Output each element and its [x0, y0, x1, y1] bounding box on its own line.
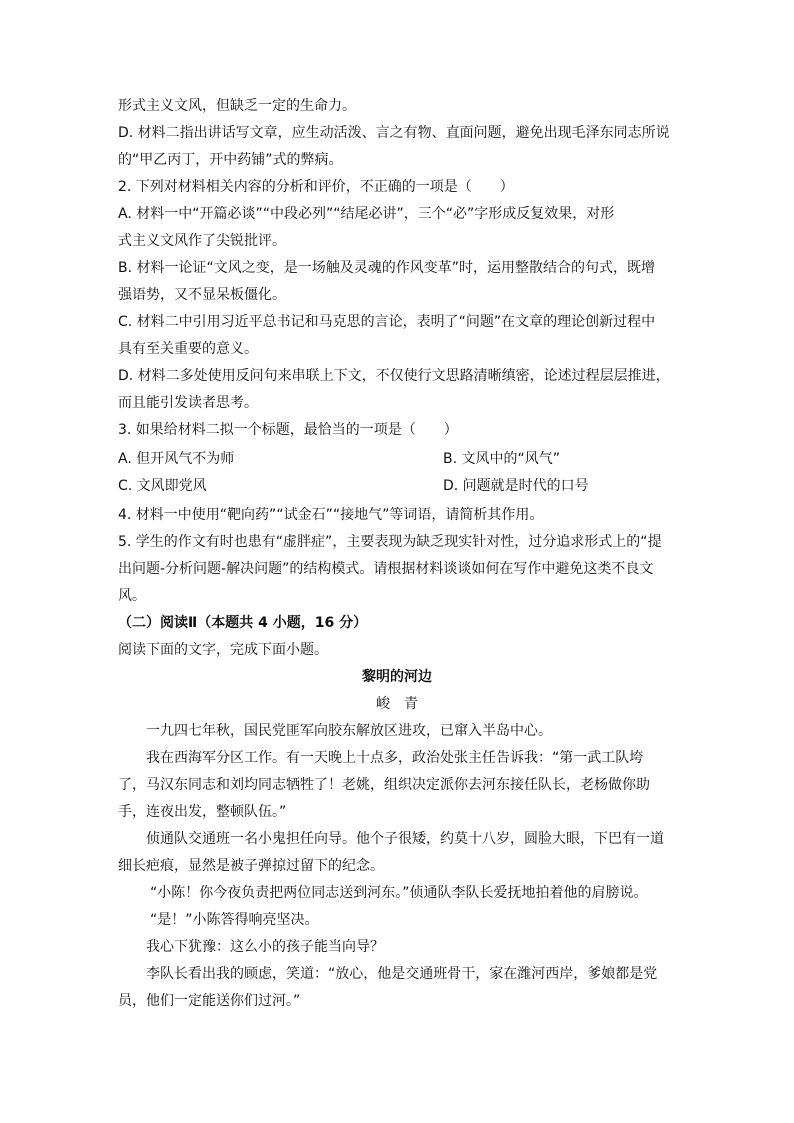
- text-line: 形式主义文风，但缺乏一定的生命力。: [118, 98, 356, 114]
- story-line: 手，连夜出发，整顿队伍。”: [118, 804, 287, 820]
- text-line: 具有至关重要的意义。: [118, 341, 258, 357]
- question-3: 3. 如果给材料二拟一个标题，最恰当的一项是（ ）: [118, 422, 458, 438]
- question-2: 2. 下列对材料相关内容的分析和评价，不正确的一项是（ ）: [118, 179, 514, 195]
- question-4: 4. 材料一中使用“靶向药”“试金石”“接地气”等词语，请简析其作用。: [118, 507, 544, 523]
- story-title: 黎明的河边: [362, 669, 432, 685]
- story-line: 员，他们一定能送你们过河。”: [118, 993, 301, 1009]
- story-line: 了，马汉东同志和刘均同志牺牲了！老姚，组织决定派你去河东接任队长，老杨做你助: [118, 777, 650, 793]
- story-paragraph: “是！”小陈答得响亮坚决。: [150, 912, 319, 928]
- section-heading: （二）阅读Ⅱ（本题共 4 小题，16 分）: [118, 615, 368, 631]
- option-b-q2-line: B. 材料一论证“文风之变，是一场触及灵魂的作风变革”时，运用整散结合的句式，既增: [118, 260, 656, 276]
- story-paragraph: 李队长看出我的顾虑，笑道：“放心，他是交通班骨干，家在潍河西岸，爹娘都是党: [146, 966, 658, 982]
- option-d-q1-line: D. 材料二指出讲话写文章，应生动活泼、言之有物、直面问题，避免出现毛泽东同志所说: [118, 125, 670, 141]
- story-paragraph: 我在西海军分区工作。有一天晚上十点多，政治处张主任告诉我：“第一武工队垮: [146, 750, 644, 766]
- text-line: 风。: [118, 588, 146, 604]
- option-c-q2-line: C. 材料二中引用习近平总书记和马克思的言论，表明了“问题”在文章的理论创新过程中: [118, 314, 656, 330]
- instruction: 阅读下面的文字，完成下面小题。: [118, 642, 328, 658]
- story-paragraph: 侦通队交通班一名小鬼担任向导。他个子很矮，约莫十八岁，圆脸大眼，下巴有一道: [146, 831, 664, 847]
- text-line: 出问题-分析问题-解决问题”的结构模式。请根据材料谈谈如何在写作中避免这类不良文: [118, 561, 654, 577]
- option-a-q3: A. 但开风气不为师: [118, 451, 235, 467]
- story-paragraph: 我心下犹豫：这么小的孩子能当向导？: [146, 939, 384, 955]
- story-paragraph: 一九四七年秋，国民党匪军向胶东解放区进攻，已窜入半岛中心。: [146, 723, 552, 739]
- story-line: 细长疤痕，显然是被子弹掠过留下的纪念。: [118, 858, 384, 874]
- story-author: 峻 青: [376, 696, 418, 712]
- option-a-q2-line: A. 材料一中“开篇必谈”“中段必列”“结尾必讲”，三个“必”字形成反复效果，对形: [118, 206, 615, 222]
- text-line: 式主义文风作了尖锐批评。: [118, 233, 286, 249]
- text-line: 而且能引发读者思考。: [118, 395, 258, 411]
- question-5: 5. 学生的作文有时也患有“虚胖症”，主要表现为缺乏现实针对性，过分追求形式上的“提: [118, 534, 662, 550]
- text-line: 强语势，又不显呆板僵化。: [118, 287, 286, 303]
- option-c-q3: C. 文风即党风: [118, 478, 207, 494]
- text-line: 的“甲乙丙丁，开中药铺”式的弊病。: [118, 152, 343, 168]
- option-b-q3: B. 文风中的“风气”: [443, 451, 561, 467]
- option-d-q3: D. 问题就是时代的口号: [443, 478, 589, 494]
- option-d-q2-line: D. 材料二多处使用反问句来串联上下文，不仅使行文思路清晰缜密，论述过程层层推进，: [118, 368, 670, 384]
- story-paragraph: “小陈！你今夜负责把两位同志送到河东。”侦通队李队长爱抚地拍着他的肩膀说。: [150, 885, 648, 901]
